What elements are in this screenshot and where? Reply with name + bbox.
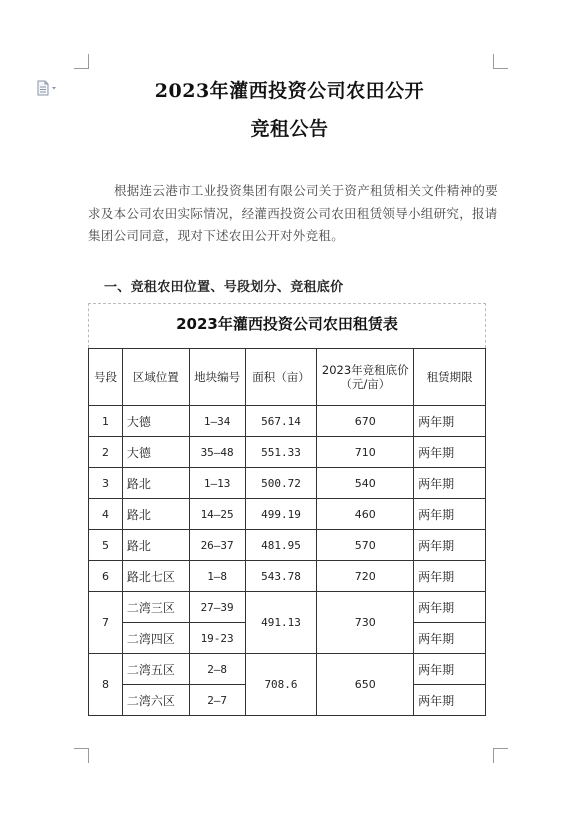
cell-region: 二湾三区	[122, 592, 189, 623]
cell-seq: 2	[89, 437, 123, 468]
cell-region: 大德	[122, 406, 189, 437]
cell-term: 两年期	[414, 623, 486, 654]
cell-plot: 1—8	[189, 561, 245, 592]
cell-term: 两年期	[414, 468, 486, 499]
cell-region: 路北七区	[122, 561, 189, 592]
cell-term: 两年期	[414, 561, 486, 592]
table-row	[89, 592, 486, 623]
cell-plot: 26—37	[189, 530, 245, 561]
cell-plot: 1—13	[189, 468, 245, 499]
cell-seq: 1	[89, 406, 123, 437]
table-row	[89, 406, 486, 437]
document-title-line-2: 竞租公告	[250, 118, 329, 140]
header-seq: 号段	[89, 349, 123, 406]
header-term: 租赁期限	[414, 349, 486, 406]
cell-plot: 35—48	[189, 437, 245, 468]
page-corner-bottom-right	[493, 748, 508, 763]
table-row	[89, 530, 486, 561]
cell-plot: 19-23	[189, 623, 245, 654]
page-corner-bottom-left	[74, 748, 89, 763]
cell-region: 二湾六区	[122, 685, 189, 716]
cell-price: 730	[317, 592, 414, 654]
cell-price: 650	[317, 654, 414, 716]
table-row	[89, 499, 486, 530]
cell-price: 460	[317, 499, 414, 530]
cell-seq: 8	[89, 654, 123, 716]
cell-plot: 1—34	[189, 406, 245, 437]
table-header-row	[89, 349, 486, 406]
cell-region: 二湾五区	[122, 654, 189, 685]
cell-region: 路北	[122, 468, 189, 499]
document-title-line-1: 2023年灌西投资公司农田公开	[154, 80, 425, 102]
cell-area: 543.78	[245, 561, 317, 592]
cell-plot: 2—7	[189, 685, 245, 716]
cell-price: 540	[317, 468, 414, 499]
cell-seq: 7	[89, 592, 123, 654]
cell-seq: 5	[89, 530, 123, 561]
table-row	[89, 437, 486, 468]
cell-area: 481.95	[245, 530, 317, 561]
cell-term: 两年期	[414, 406, 486, 437]
cell-seq: 6	[89, 561, 123, 592]
table-row	[89, 468, 486, 499]
page-corner-top-right	[493, 54, 508, 69]
cell-area: 708.6	[245, 654, 317, 716]
cell-region: 路北	[122, 499, 189, 530]
cell-area: 499.19	[245, 499, 317, 530]
cell-region: 二湾四区	[122, 623, 189, 654]
farmland-lease-table	[88, 348, 486, 716]
cell-term: 两年期	[414, 592, 486, 623]
cell-region: 大德	[122, 437, 189, 468]
intro-paragraph: 根据连云港市工业投资集团有限公司关于资产租赁相关文件精神的要求及本公司农田实际情况，经灌西投资公司农田租赁领导小组研究，报请集团公司同意，现对下述农田公开对外竞租。	[88, 183, 499, 243]
cell-region: 路北	[122, 530, 189, 561]
cell-plot: 14—25	[189, 499, 245, 530]
cell-term: 两年期	[414, 530, 486, 561]
cell-area: 567.14	[245, 406, 317, 437]
table-caption: 2023年灌西投资公司农田租赁表	[176, 315, 398, 333]
header-price: 2023年竞租底价（元/亩）	[317, 349, 414, 406]
table-row	[89, 561, 486, 592]
header-plot: 地块编号	[189, 349, 245, 406]
cell-term: 两年期	[414, 685, 486, 716]
cell-price: 710	[317, 437, 414, 468]
cell-price: 720	[317, 561, 414, 592]
cell-term: 两年期	[414, 654, 486, 685]
cell-plot: 27—39	[189, 592, 245, 623]
cell-area: 491.13	[245, 592, 317, 654]
cell-price: 670	[317, 406, 414, 437]
cell-seq: 4	[89, 499, 123, 530]
cell-plot: 2—8	[189, 654, 245, 685]
cell-seq: 3	[89, 468, 123, 499]
header-area: 面积（亩）	[245, 349, 317, 406]
header-region: 区域位置	[122, 349, 189, 406]
cell-term: 两年期	[414, 437, 486, 468]
section-heading: 一、竞租农田位置、号段划分、竞租底价	[104, 280, 344, 295]
table-row	[89, 654, 486, 685]
cell-price: 570	[317, 530, 414, 561]
cell-area: 551.33	[245, 437, 317, 468]
cell-area: 500.72	[245, 468, 317, 499]
page-corner-top-left	[74, 54, 89, 69]
cell-term: 两年期	[414, 499, 486, 530]
